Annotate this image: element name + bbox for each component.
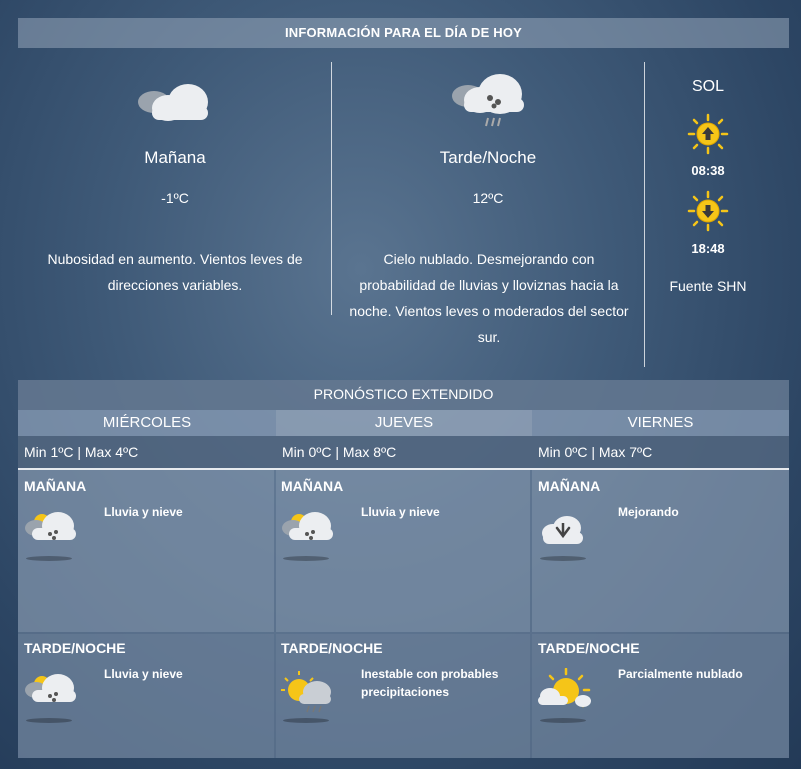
day-name: VIERNES	[532, 410, 789, 436]
sunrise-time: 08:38	[691, 163, 725, 178]
rain-snow-icon	[279, 508, 335, 553]
today-header: INFORMACIÓN PARA EL DÍA DE HOY	[18, 18, 789, 48]
icon-shadow	[540, 718, 586, 723]
min-max-temp: Min 0ºC | Max 7ºC	[532, 436, 789, 468]
period-label: MAÑANA	[538, 478, 601, 494]
improving-icon	[540, 514, 586, 553]
period-label: MAÑANA	[281, 478, 344, 494]
period-label: MAÑANA	[24, 478, 87, 494]
day-name: JUEVES	[276, 410, 532, 436]
period-description: Parcialmente nublado	[618, 667, 743, 681]
day-name: MIÉRCOLES	[18, 410, 276, 436]
cloud-rain-icon	[450, 72, 526, 135]
morning-title: Mañana	[144, 148, 206, 167]
rain-snow-icon	[22, 670, 78, 715]
period-description: Lluvia y nieve	[104, 667, 183, 681]
evening-title: Tarde/Noche	[439, 148, 537, 167]
column-divider	[644, 62, 645, 367]
period-label: TARDE/NOCHE	[538, 640, 640, 656]
icon-shadow	[283, 556, 329, 561]
period-label: TARDE/NOCHE	[281, 640, 383, 656]
sunset-time: 18:48	[691, 241, 725, 256]
icon-shadow	[26, 556, 72, 561]
period-description: Lluvia y nieve	[104, 505, 183, 519]
period-description: Inestable con probables precipitaciones	[361, 667, 499, 699]
icon-shadow	[283, 718, 329, 723]
evening-temp: 12ºC	[472, 190, 504, 206]
morning-temp: -1ºC	[161, 190, 189, 206]
period-description: Lluvia y nieve	[361, 505, 440, 519]
partly-cloudy-icon	[536, 668, 594, 719]
sun-title: SOL	[691, 78, 724, 95]
period-description: Mejorando	[618, 505, 679, 519]
icon-shadow	[540, 556, 586, 561]
morning-description: Nubosidad en aumento. Vientos leves de direcciones variables.	[47, 251, 303, 293]
evening-description: Cielo nublado. Desmejorando con probabilidad de lluvias y lloviznas hacia la noche. Vientos leves o moderados del sector sur.	[349, 251, 629, 345]
min-max-temp: Min 0ºC | Max 8ºC	[276, 436, 532, 468]
min-max-temp: Min 1ºC | Max 4ºC	[18, 436, 276, 468]
sunset-icon	[686, 190, 730, 237]
column-divider	[331, 62, 332, 315]
source-label: Fuente SHN	[669, 278, 747, 294]
period-label: TARDE/NOCHE	[24, 640, 126, 656]
extended-header: PRONÓSTICO EXTENDIDO	[18, 380, 789, 410]
cloudy-icon	[136, 78, 214, 131]
sun-cloud-rain-icon	[279, 670, 335, 719]
icon-shadow	[26, 718, 72, 723]
rain-snow-icon	[22, 508, 78, 553]
sunrise-icon	[686, 113, 730, 160]
